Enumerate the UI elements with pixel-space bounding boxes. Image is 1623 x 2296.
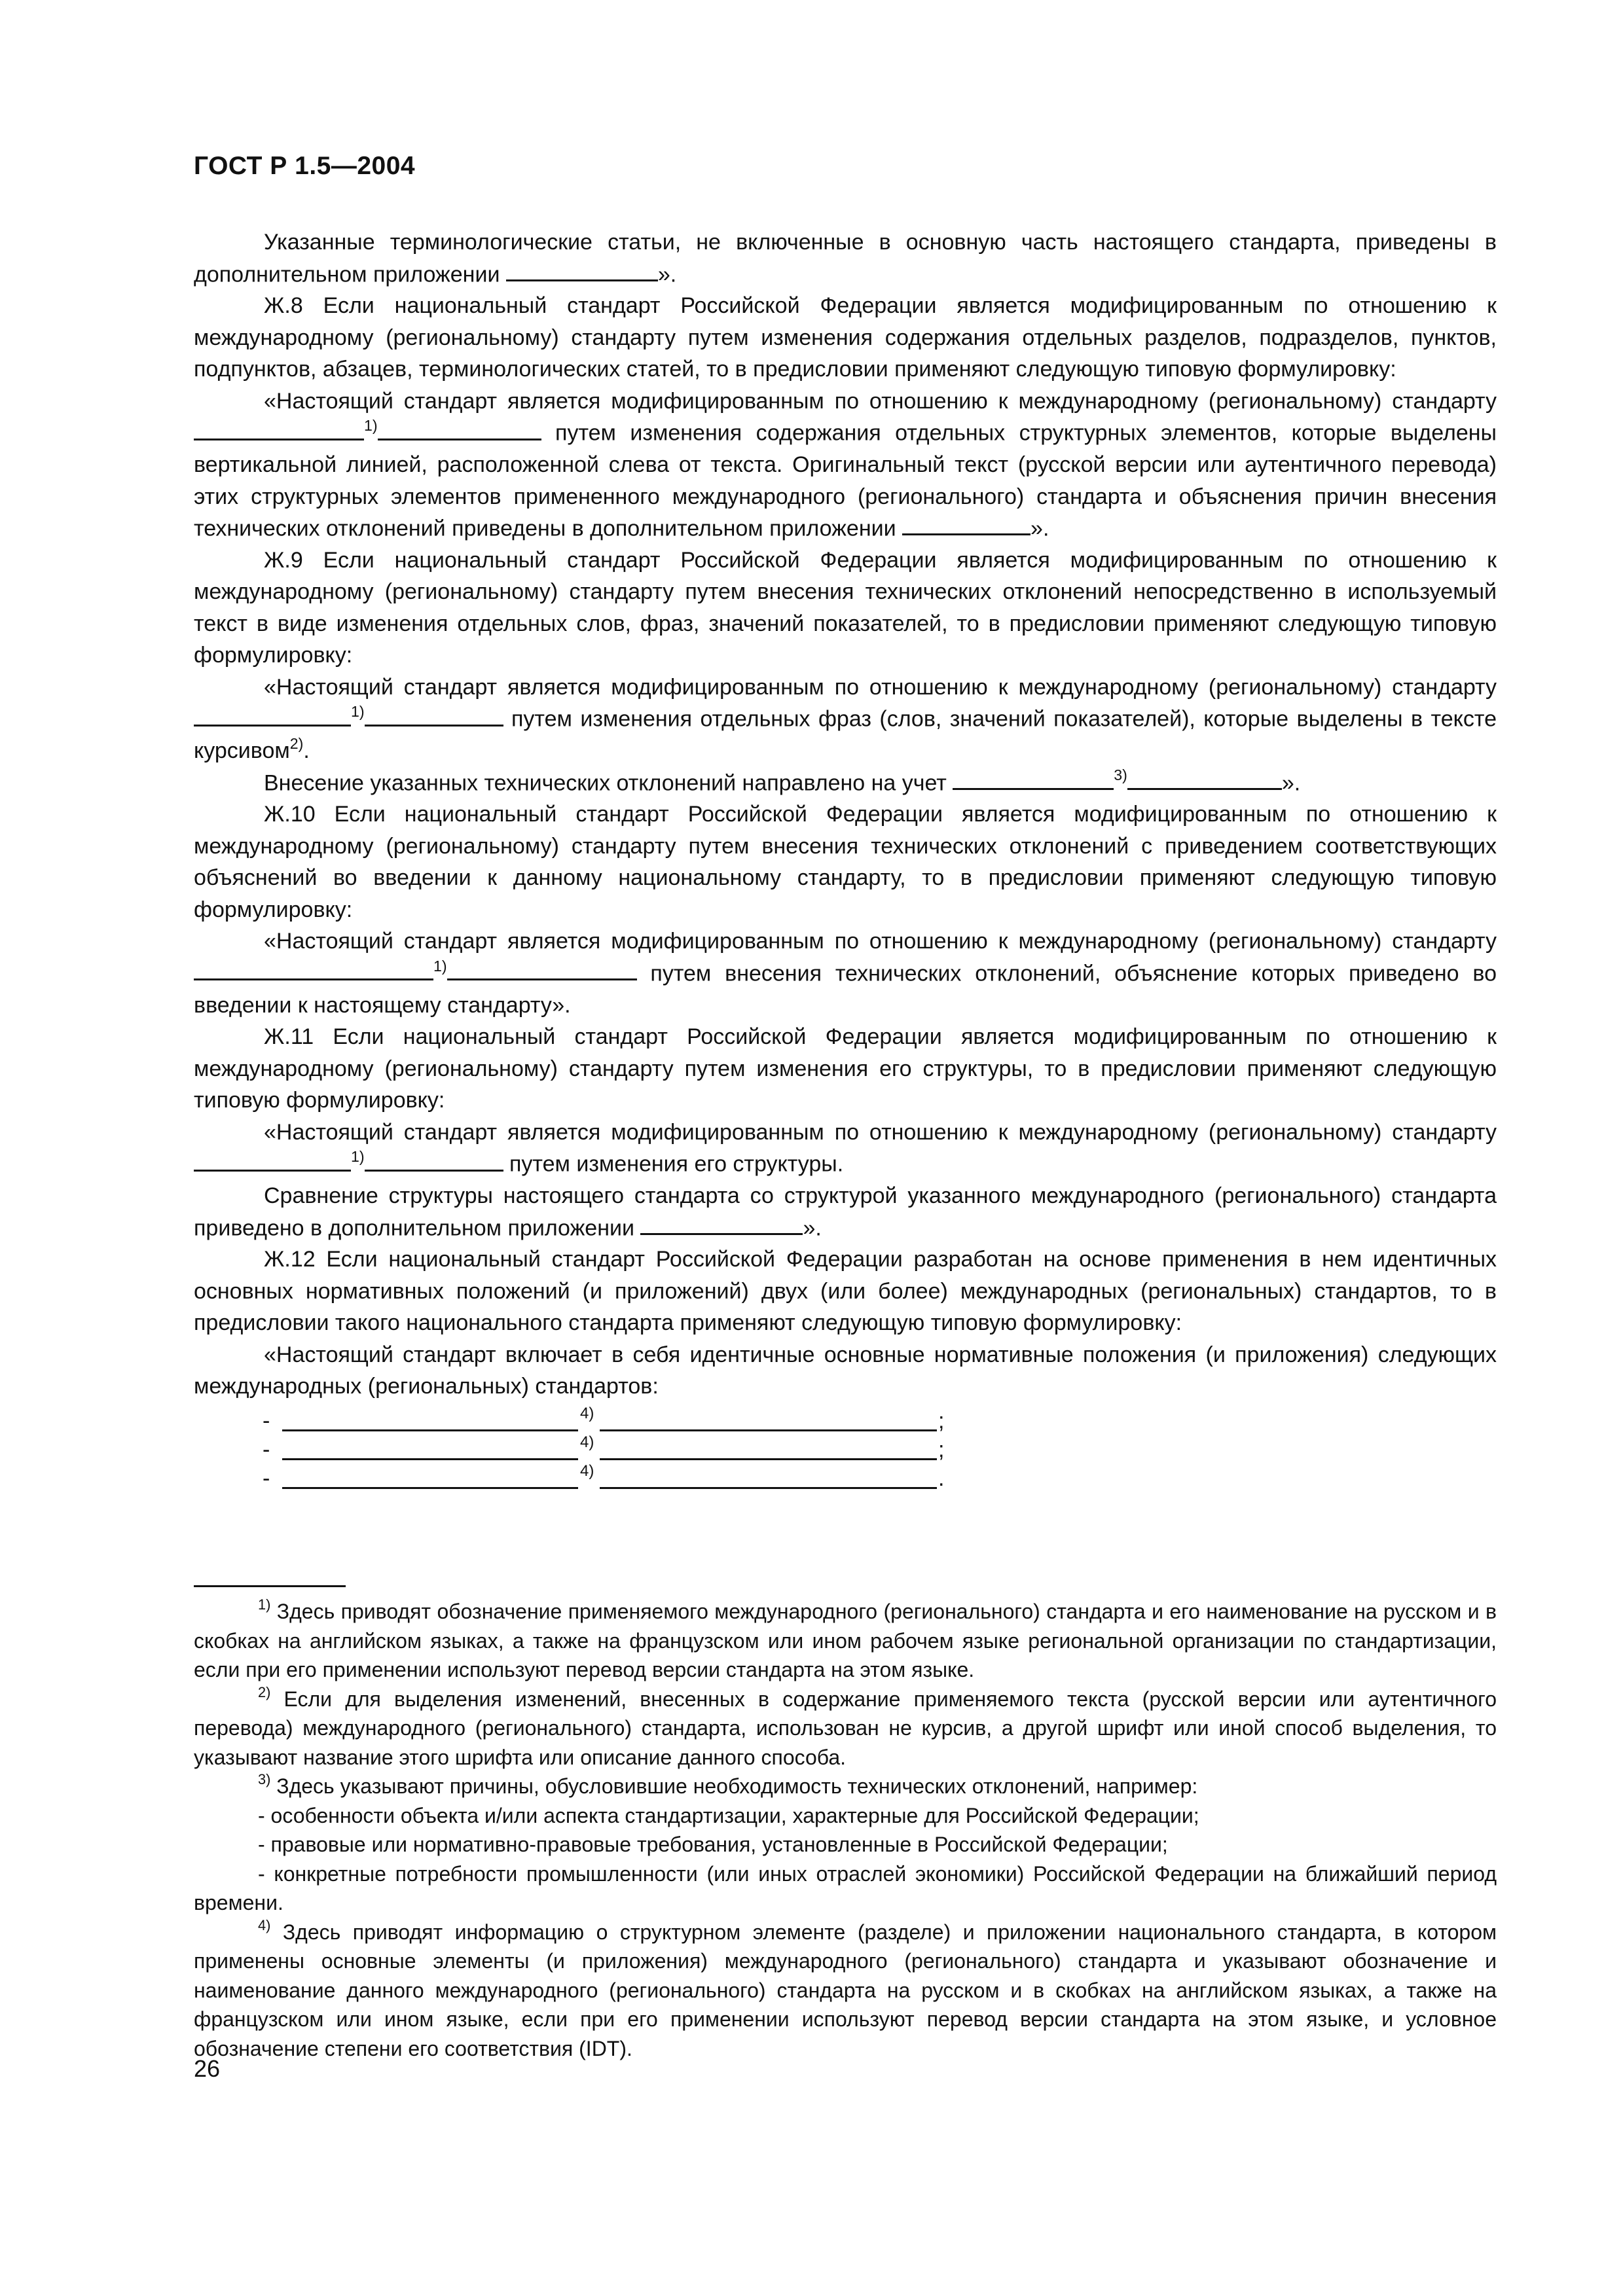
blank-field — [282, 1487, 578, 1489]
footnote-ref: 2) — [289, 734, 304, 752]
list-item: - 4) . — [263, 1462, 945, 1491]
paragraph-zh11: Ж.11 Если национальный стандарт Российской Федерации является модифицированным по отношению к международному (региональному) стандарту путем изменения его структуры, то в предисловии применяют следующую типовую формулировку: — [194, 1024, 1497, 1113]
blank-field — [640, 1212, 803, 1235]
blank-field — [506, 259, 658, 281]
page-number: 26 — [194, 2055, 221, 2082]
blank-field — [953, 767, 1114, 790]
paragraph-zh8: Ж.8 Если национальный стандарт Российской Федерации является модифицированным по отношению к международному (региональному) стандарту путем изменения содержания отдельных разделов, подразделов, пунктов, подпунктов, абзацев, терминологических статей, то в предисловии применяют следующую типовую формулировку: — [194, 293, 1497, 382]
paragraph: Указанные терминологические статьи, не включенные в основную часть настоящего стандарта, приведены в дополнительном приложении ». — [194, 230, 1497, 287]
footnote-1: $^{1)}$ Здесь приводят обозначение применяемого международного (регионального) стандарта и его наименование на русском и в скобках на английском языках, а также на французском или ином рабочем языке региональной организации по стандартизации, если при его применении используют перевод версии стандарта на этом языке. — [194, 1596, 1497, 1681]
blank-field — [600, 1487, 937, 1489]
list-item: - 4) ; — [263, 1433, 945, 1462]
paragraph: «Настоящий стандарт является модифицированным по отношению к международному (региональному) стандарту $^{1)}$ путем изменения его структуры. — [194, 1117, 1497, 1180]
paragraph-zh12: Ж.12 Если национальный стандарт Российской Федерации разработан на основе применения в нем идентичных основных нормативных положений (и приложений) двух (или более) международных (региональных) стандартов, то в предисловии такого национального стандарта применяют следующую типовую формулировку: — [194, 1247, 1497, 1336]
blank-field — [600, 1429, 937, 1431]
paragraph: «Настоящий стандарт является модифицированным по отношению к международному (региональному) стандарту $^{1)}$ путем изменения содержания отдельных структурных элементов, которые выделены вертикальной линией, расположенной слева от текста. Оригинальный текст (русской версии или аутентичного перевода) этих структурных элементов примененного международного (регионального) стандарта и объяснения причин внесения технических отклонений приведены в дополнительном приложении ». — [194, 388, 1497, 541]
blank-field — [600, 1458, 937, 1460]
blank-field — [902, 512, 1030, 535]
paragraph: «Настоящий стандарт является модифицированным по отношению к международному (региональному) стандарту $^{1)}$ путем внесения технических отклонений, объяснение которых приведено во введении к настоящему стандарту». — [194, 929, 1497, 1018]
footnotes — [194, 1597, 1497, 2063]
paragraph-zh10: Ж.10 Если национальный стандарт Российской Федерации является модифицированным по отношению к международному (региональному) стандарту путем внесения технических отклонений с приведением соответствующих объяснений во введении к данному национальному стандарту, то в предисловии применяют следующую типовую формулировку: — [194, 802, 1497, 922]
list-item: - 4) ; — [263, 1405, 945, 1433]
blank-field — [365, 703, 503, 726]
footnote-2: $^{2)}$ Если для выделения изменений, внесенных в содержание применяемого текста (русской версии или аутентичного перевода) международного (регионального) стандарта, использован не курсив, а другой шрифт или иной способ выделения, то указывают название этого шрифта или описание данного способа. — [194, 1683, 1497, 1769]
document-header: ГОСТ Р 1.5—2004 — [194, 152, 416, 180]
footnote-ref: 3) — [1114, 766, 1127, 784]
paragraph: Сравнение структуры настоящего стандарта со структурой указанного международного (регионального) стандарта приведено в дополнительном приложении ». — [194, 1183, 1497, 1240]
footnote-ref: 1) — [351, 703, 365, 721]
footnote-3: $^{3)}$ Здесь указывают причины, обусловившие необходимость технических отклонений, например: — [258, 1771, 1198, 1798]
blank-field — [194, 417, 364, 440]
footnote-separator — [194, 1585, 346, 1587]
blank-field — [194, 703, 351, 726]
footnote-ref: 1) — [364, 416, 378, 434]
paragraph: «Настоящий стандарт включает в себя идентичные основные нормативные положения (и приложения) следующих международных (региональных) стандартов: — [194, 1342, 1497, 1399]
paragraph: «Настоящий стандарт является модифицированным по отношению к международному (региональному) стандарту $^{1)}$ путем изменения отдельных фраз (слов, значений показателей), которые выделены в тексте курсивом$^{2)}$. — [194, 674, 1497, 764]
blank-field — [365, 1148, 503, 1171]
blank-field — [282, 1458, 578, 1460]
blank-field — [282, 1429, 578, 1431]
standards-list — [194, 1405, 1497, 1491]
blank-field — [194, 1148, 351, 1171]
blank-field — [447, 958, 637, 980]
footnote-3-item: - правовые или нормативно-правовые требования, установленные в Российской Федерации; — [258, 1833, 1168, 1856]
footnote-3-item: - конкретные потребности промышленности (или иных отраслей экономики) Российской Федерации на ближайший период времени. — [194, 1861, 1497, 1914]
footnote-4: $^{4)}$ Здесь приводят информацию о структурном элементе (разделе) и приложении национального стандарта, в котором применены основные элементы (и приложения) международного (регионального) стандарта и указывают обозначение и наименование данного международного (регионального) стандарта на русском и в скобках на английском языках, а также на французском или ином языке, если при его применении используют перевод версии стандарта на этом языке, и условное обозначение степени его соответствия (IDT). — [194, 1916, 1497, 2060]
blank-field — [194, 958, 433, 980]
footnote-ref: 1) — [433, 957, 447, 975]
blank-field — [378, 417, 541, 440]
paragraph-zh9: Ж.9 Если национальный стандарт Российской Федерации является модифицированным по отношению к международному (региональному) стандарту путем внесения технических отклонений непосредственно в используемый текст в виде изменения отдельных слов, фраз, значений показателей, то в предисловии применяют следующую типовую формулировку: — [194, 547, 1497, 668]
main-text — [194, 226, 1497, 1403]
footnote-ref: 1) — [351, 1147, 365, 1165]
footnote-3-item: - особенности объекта и/или аспекта стандартизации, характерные для Российской Федерации; — [258, 1803, 1199, 1827]
blank-field — [1127, 767, 1282, 790]
paragraph: Внесение указанных технических отклонений направлено на учет $^{3)}$ ». — [264, 766, 1301, 795]
